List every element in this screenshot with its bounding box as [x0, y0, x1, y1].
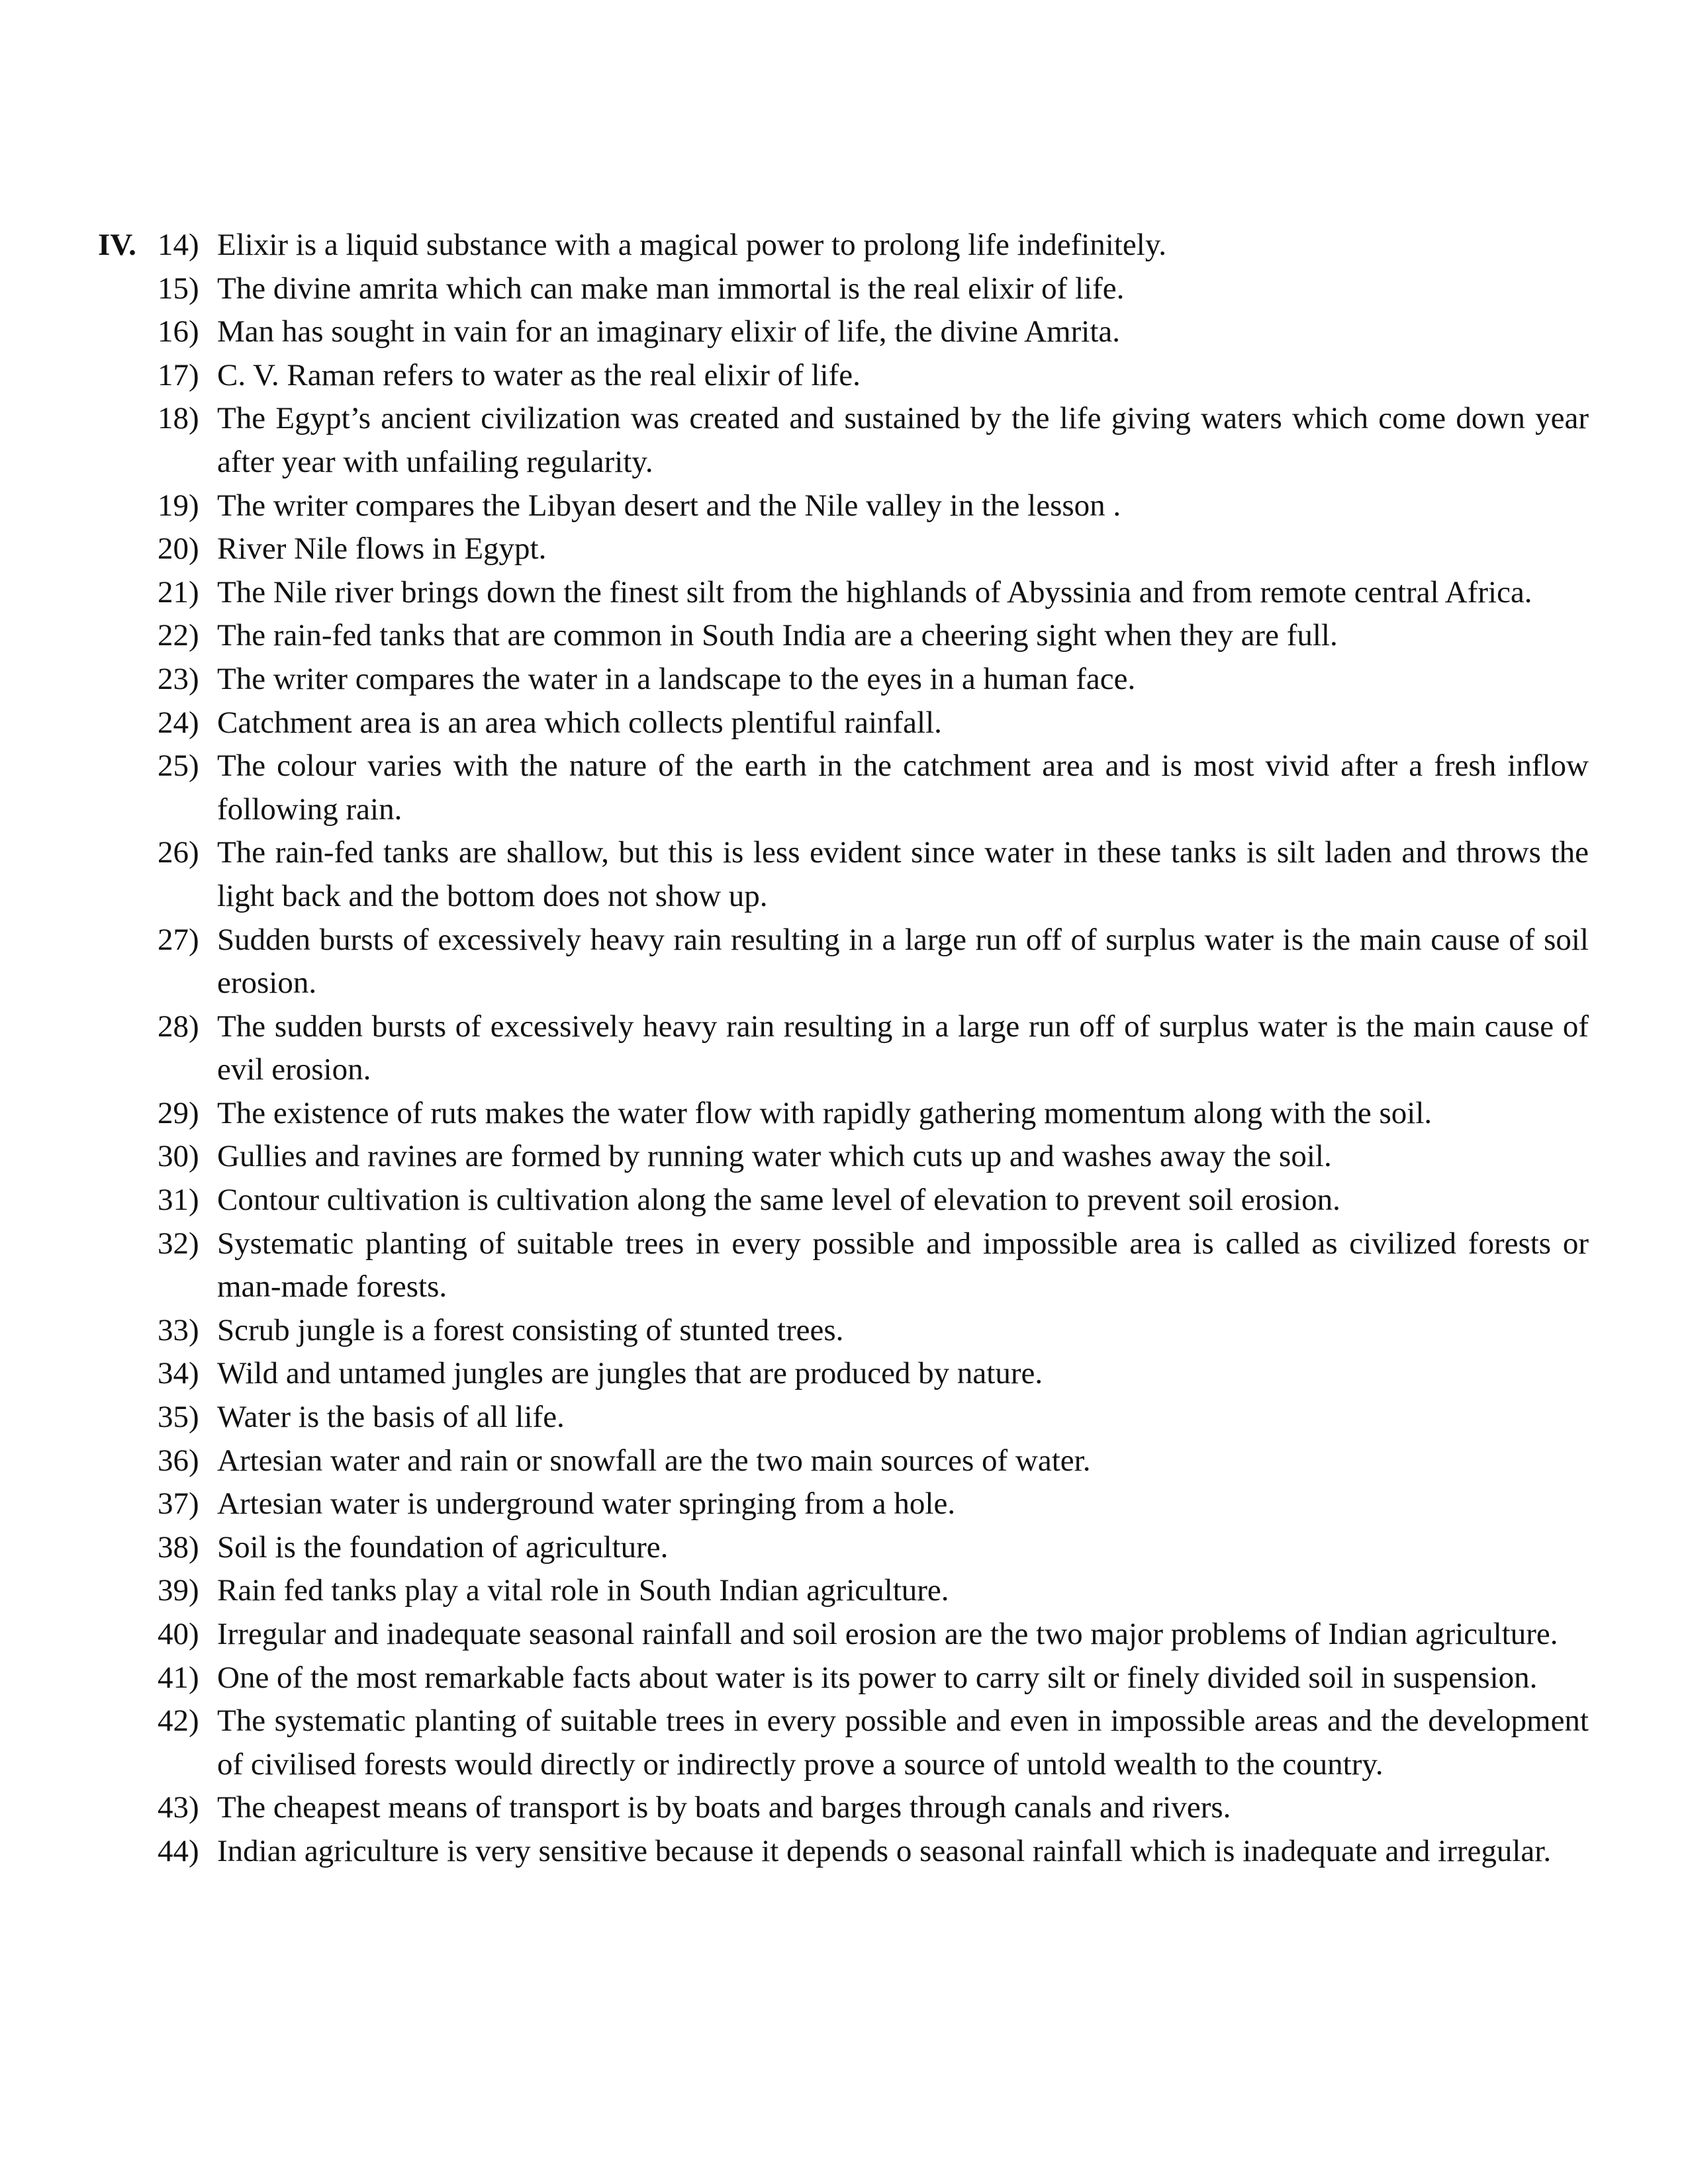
item-text: Contour cultivation is cultivation along the same level of elevation to prevent soil erosion.: [217, 1183, 1340, 1218]
item-text: Rain fed tanks play a vital role in South Indian agriculture.: [217, 1573, 949, 1608]
list-item: [158, 1352, 1589, 1396]
item-text: The cheapest means of transport is by boats and barges through canals and rivers.: [217, 1790, 1231, 1825]
item-number: 29): [158, 1095, 199, 1130]
item-number: 27): [158, 922, 199, 957]
list-item: [158, 527, 1589, 571]
item-text: Irregular and inadequate seasonal rainfall and soil erosion are the two major problems of Indian agriculture.: [217, 1617, 1558, 1651]
item-text: Artesian water and rain or snowfall are the two main sources of water.: [217, 1443, 1091, 1478]
item-number: 17): [158, 357, 199, 392]
list-item: [158, 1092, 1589, 1136]
item-text: The existence of ruts makes the water flow with rapidly gathering momentum along with the soil.: [217, 1095, 1432, 1130]
item-text: Catchment area is an area which collects plentiful rainfall.: [217, 705, 942, 740]
item-number: 20): [158, 531, 199, 567]
item-number: 23): [158, 661, 199, 696]
list-item: [158, 571, 1589, 615]
list-item: [158, 1786, 1589, 1830]
list-item: [158, 267, 1589, 311]
list-item: [158, 1005, 1589, 1092]
item-text: The rain-fed tanks that are common in South India are a cheering sight when they are full.: [217, 618, 1338, 653]
item-number: 28): [158, 1009, 199, 1044]
item-text: Man has sought in vain for an imaginary elixir of life, the divine Amrita.: [217, 314, 1120, 349]
item-number: 32): [158, 1226, 199, 1261]
list-item: [158, 310, 1589, 354]
item-text: The Nile river brings down the finest silt from the highlands of Abyssinia and from remote central Africa.: [217, 574, 1532, 610]
list-item: [158, 745, 1589, 831]
item-number: 44): [158, 1833, 199, 1868]
item-text: Soil is the foundation of agriculture.: [217, 1529, 669, 1565]
item-number: 18): [158, 401, 199, 436]
list-item: [158, 1569, 1589, 1613]
item-text: Water is the basis of all life.: [217, 1400, 565, 1435]
item-text: Indian agriculture is very sensitive because it depends o seasonal rainfall which is inadequate and irregular.: [217, 1833, 1552, 1868]
item-text: Artesian water is underground water springing from a hole.: [217, 1486, 956, 1522]
item-number: 24): [158, 705, 199, 740]
list-item: [158, 397, 1589, 484]
list-item: [158, 831, 1589, 918]
item-text: The systematic planting of suitable trees in every possible and even in impossible areas and the development of civilised forests would directly or indirectly prove a source of untold wealth to the country.: [217, 1704, 1589, 1782]
list-item: [158, 658, 1589, 702]
list-item: [158, 1482, 1589, 1526]
item-number: 34): [158, 1356, 199, 1391]
item-text: The writer compares the Libyan desert and the Nile valley in the lesson .: [217, 488, 1121, 523]
list-item: [158, 224, 1589, 267]
list-item: [158, 1222, 1589, 1309]
list-item: [158, 1439, 1589, 1483]
item-number: 31): [158, 1183, 199, 1218]
list-item: [158, 354, 1589, 398]
list-item: [158, 1179, 1589, 1222]
list-item: [158, 1613, 1589, 1657]
item-number: 26): [158, 835, 199, 870]
item-number: 38): [158, 1529, 199, 1565]
item-text: Wild and untamed jungles are jungles that are produced by nature.: [217, 1356, 1043, 1391]
item-text: Systematic planting of suitable trees in every possible and impossible area is called as civilized forests or man-made forests.: [217, 1226, 1589, 1304]
item-number: 35): [158, 1400, 199, 1435]
item-text: The sudden bursts of excessively heavy rain resulting in a large run off of surplus water is the main cause of evil erosion.: [217, 1009, 1589, 1087]
list-item: [158, 1526, 1589, 1570]
item-number: 15): [158, 271, 199, 306]
item-number: 37): [158, 1486, 199, 1522]
item-number: 16): [158, 314, 199, 349]
item-number: 41): [158, 1660, 199, 1695]
section-label: IV.: [98, 228, 136, 262]
item-number: 33): [158, 1312, 199, 1347]
item-text: C. V. Raman refers to water as the real elixir of life.: [217, 357, 861, 392]
item-number: 43): [158, 1790, 199, 1825]
item-number: 36): [158, 1443, 199, 1478]
list-item: [158, 1396, 1589, 1439]
list-item: [158, 1135, 1589, 1179]
item-number: 25): [158, 749, 199, 784]
list-item: [158, 1830, 1589, 1874]
item-number: 42): [158, 1704, 199, 1739]
list-item: [158, 1657, 1589, 1700]
item-number: 22): [158, 618, 199, 653]
list-item: [158, 919, 1589, 1005]
item-number: 30): [158, 1139, 199, 1174]
list-item: [158, 1700, 1589, 1786]
item-number: 39): [158, 1573, 199, 1608]
item-text: The rain-fed tanks are shallow, but this is less evident since water in these tanks is silt laden and throws the light back and the bottom does not show up.: [217, 835, 1589, 913]
list-item: [158, 702, 1589, 745]
item-number: 21): [158, 574, 199, 610]
item-text: Sudden bursts of excessively heavy rain resulting in a large run off of surplus water is the main cause of soil erosion.: [217, 922, 1589, 1001]
item-text: Scrub jungle is a forest consisting of stunted trees.: [217, 1312, 844, 1347]
item-text: The divine amrita which can make man immortal is the real elixir of life.: [217, 271, 1125, 306]
item-text: The colour varies with the nature of the earth in the catchment area and is most vivid after a fresh inflow following rain.: [217, 749, 1589, 827]
item-text: One of the most remarkable facts about water is its power to carry silt or finely divided soil in suspension.: [217, 1660, 1538, 1695]
list-item: [158, 1309, 1589, 1353]
item-text: Gullies and ravines are formed by running water which cuts up and washes away the soil.: [217, 1139, 1332, 1174]
item-number: 19): [158, 488, 199, 523]
item-text: River Nile flows in Egypt.: [217, 531, 547, 567]
item-number: 14): [158, 228, 199, 262]
answer-list: [158, 224, 1589, 1874]
list-item: [158, 614, 1589, 658]
item-text: The writer compares the water in a landscape to the eyes in a human face.: [217, 661, 1136, 696]
item-text: Elixir is a liquid substance with a magical power to prolong life indefinitely.: [217, 228, 1167, 262]
list-item: [158, 484, 1589, 528]
item-number: 40): [158, 1617, 199, 1651]
item-text: The Egypt’s ancient civilization was created and sustained by the life giving waters which come down year after year with unfailing regularity.: [217, 401, 1589, 479]
